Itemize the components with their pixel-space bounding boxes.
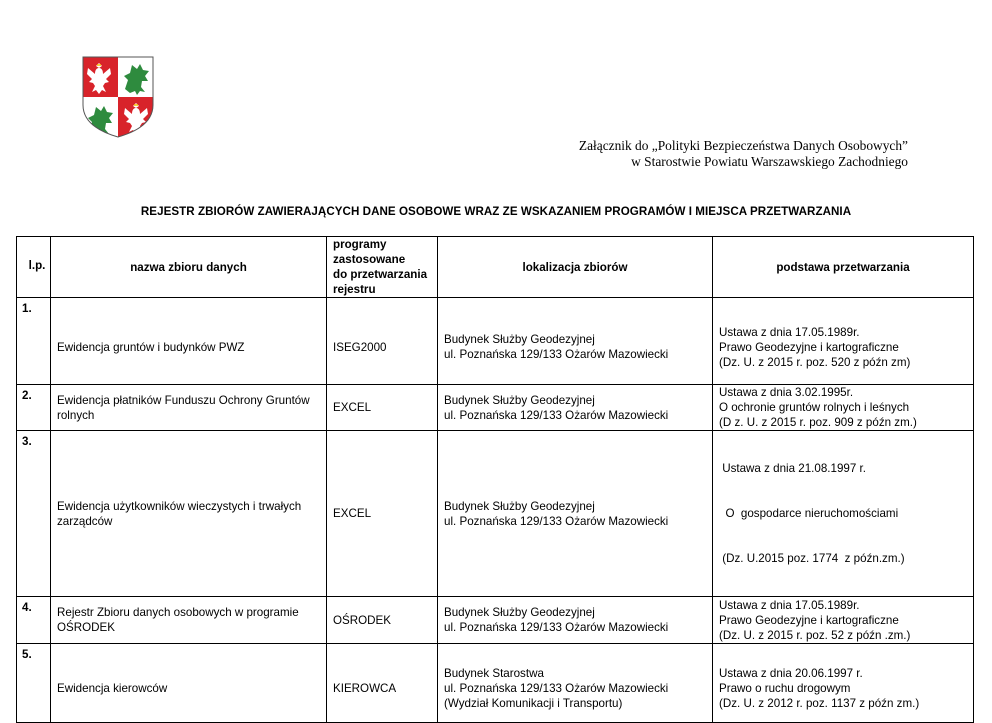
dataset-location: Budynek Służby Geodezyjnej ul. Poznańska 129/133 Ożarów Mazowiecki	[438, 431, 713, 597]
legal-basis: Ustawa z dnia 17.05.1989r. Prawo Geodezyjne i kartograficzne (Dz. U. z 2015 r. poz. 520 z późn zm)	[713, 298, 974, 385]
legal-basis: Ustawa z dnia 20.06.1997 r. Prawo o ruchu drogowym (Dz. U. z 2012 r. poz. 1137 z późn zm.)	[713, 644, 974, 723]
table-header-row	[17, 237, 974, 298]
coat-of-arms-icon	[81, 55, 155, 139]
table-row	[17, 385, 974, 431]
program-name: EXCEL	[327, 431, 438, 597]
column-header-basis: podstawa przetwarzania	[713, 237, 974, 298]
row-number: 2.	[17, 385, 51, 431]
dataset-name: Ewidencja kierowców	[51, 644, 327, 723]
table-row	[17, 644, 974, 723]
program-name: OŚRODEK	[327, 597, 438, 644]
row-number: 4.	[17, 597, 51, 644]
dataset-location: Budynek Starostwa ul. Poznańska 129/133 Ożarów Mazowiecki (Wydział Komunikacji i Transportu)	[438, 644, 713, 723]
dataset-location: Budynek Służby Geodezyjnej ul. Poznańska 129/133 Ożarów Mazowiecki	[438, 597, 713, 644]
table-row	[17, 298, 974, 385]
annex-note	[579, 138, 908, 170]
program-name: ISEG2000	[327, 298, 438, 385]
register-table	[16, 236, 974, 723]
dataset-name: Ewidencja użytkowników wieczystych i trwałych zarządców	[51, 431, 327, 597]
program-name: KIEROWCA	[327, 644, 438, 723]
program-name: EXCEL	[327, 385, 438, 431]
document-title: REJESTR ZBIORÓW ZAWIERAJĄCYCH DANE OSOBOWE WRAZ ZE WSKAZANIEM PROGRAMÓW I MIEJSCA PRZETWARZANIA	[140, 205, 852, 218]
dataset-location: Budynek Służby Geodezyjnej ul. Poznańska 129/133 Ożarów Mazowiecki	[438, 385, 713, 431]
legal-basis: Ustawa z dnia 3.02.1995r. O ochronie gruntów rolnych i leśnych (D z. U. z 2015 r. poz. 909 z późn zm.)	[713, 385, 974, 431]
column-header-name: nazwa zbioru danych	[51, 237, 327, 298]
column-header-lp: l.p.	[17, 237, 51, 298]
dataset-location: Budynek Służby Geodezyjnej ul. Poznańska 129/133 Ożarów Mazowiecki	[438, 298, 713, 385]
row-number: 5.	[17, 644, 51, 723]
column-header-program: programy zastosowane do przetwarzania rejestru	[327, 237, 438, 298]
dataset-name: Rejestr Zbioru danych osobowych w programie OŚRODEK	[51, 597, 327, 644]
annex-line-1: Załącznik do „Polityki Bezpieczeństwa Danych Osobowych”	[578, 138, 908, 153]
row-number: 3.	[17, 431, 51, 597]
dataset-name: Ewidencja gruntów i budynków PWZ	[51, 298, 327, 385]
table-row	[17, 597, 974, 644]
legal-basis: Ustawa z dnia 17.05.1989r. Prawo Geodezyjne i kartograficzne (Dz. U. z 2015 r. poz. 52 z późn .zm.)	[713, 597, 974, 644]
legal-basis: Ustawa z dnia 21.08.1997 r. O gospodarce nieruchomościami (Dz. U.2015 poz. 1774 z późn.zm.)	[713, 431, 974, 597]
table-row	[17, 431, 974, 597]
column-header-location: lokalizacja zbiorów	[438, 237, 713, 298]
annex-line-2: w Starostwie Powiatu Warszawskiego Zachodniego	[631, 154, 908, 169]
row-number: 1.	[17, 298, 51, 385]
dataset-name: Ewidencja płatników Funduszu Ochrony Gruntów rolnych	[51, 385, 327, 431]
